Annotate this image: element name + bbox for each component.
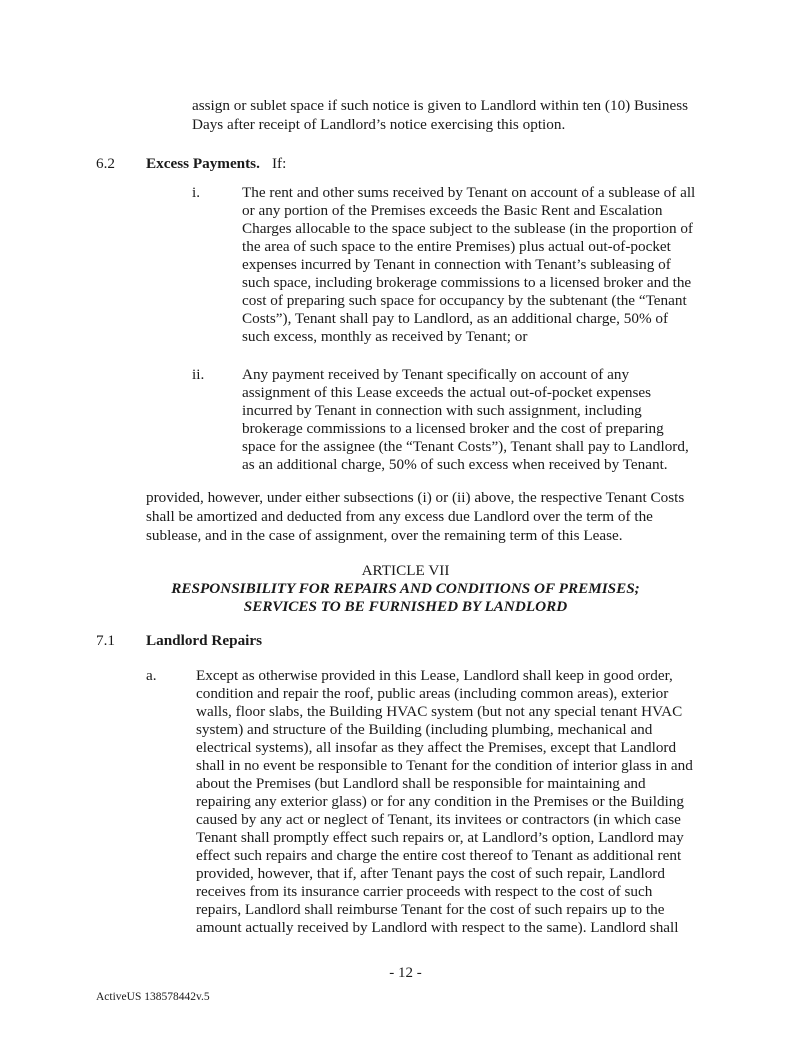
list-item-line: effect such repairs and charge the entire cost thereof to Tenant as additional rent (196, 847, 682, 864)
list-item-line: about the Premises (but Landlord shall be responsible for maintaining and (196, 775, 646, 792)
section-lead: If: (272, 155, 287, 172)
list-item-line: space for the assignee (the “Tenant Costs”), Tenant shall pay to Landlord, (242, 438, 689, 455)
list-marker: a. (146, 667, 157, 684)
list-item-line: such space, including brokerage commissions to a licensed broker and the (242, 274, 692, 291)
proviso-line: provided, however, under either subsections (i) or (ii) above, the respective Tenant Costs (146, 489, 685, 506)
list-item-line: caused by any act or neglect of Tenant, its invitees or contractors (in which case (196, 811, 681, 828)
list-item-line: assignment of this Lease exceeds the actual out-of-pocket expenses (242, 384, 652, 401)
proviso-line: shall be amortized and deducted from any excess due Landlord over the term of the (146, 508, 653, 525)
list-marker: ii. (192, 366, 205, 383)
list-item-line: The rent and other sums received by Tenant on account of a sublease of all (242, 184, 696, 201)
list-item-line: Tenant shall promptly effect such repairs or, at Landlord’s option, Landlord may (196, 829, 684, 846)
article-title-line: RESPONSIBILITY FOR REPAIRS AND CONDITIONS OF PREMISES; (171, 580, 640, 597)
page-number: - 12 - (389, 965, 422, 981)
list-item-line: brokerage commissions to a licensed broker and the cost of preparing (242, 420, 664, 437)
list-item-line: Any payment received by Tenant specifically on account of any (242, 366, 630, 383)
list-item-line: Charges allocable to the space subject to the sublease (in the proportion of (242, 220, 693, 237)
list-item-line: cost of preparing such space for occupancy by the subtenant (the “Tenant (242, 292, 687, 309)
intro-line: Days after receipt of Landlord’s notice exercising this option. (192, 116, 566, 133)
list-item-line: Except as otherwise provided in this Lease, Landlord shall keep in good order, (196, 667, 673, 684)
list-marker: i. (192, 184, 201, 201)
list-item-line: such excess, monthly as received by Tenant; or (242, 328, 528, 345)
article-title-line: SERVICES TO BE FURNISHED BY LANDLORD (243, 598, 568, 615)
list-item-line: the area of such space to the entire Premises) plus actual out-of-pocket (242, 238, 671, 255)
list-item-line: as an additional charge, 50% of such excess when received by Tenant. (242, 456, 668, 473)
list-item-line: or any portion of the Premises exceeds the Basic Rent and Escalation (242, 202, 663, 219)
document-footer-id: ActiveUS 138578442v.5 (96, 991, 210, 1003)
intro-line: assign or sublet space if such notice is given to Landlord within ten (10) Business (192, 97, 689, 114)
list-item-line: walls, floor slabs, the Building HVAC system (but not any special tenant HVAC (196, 703, 683, 720)
list-item-line: repairs, Landlord shall reimburse Tenant for the cost of such repairs up to the (196, 901, 665, 918)
list-item-line: provided, however, that if, after Tenant pays the cost of such repair, Landlord (196, 865, 665, 882)
list-item-line: electrical systems), all insofar as they affect the Premises, except that Landlord (196, 739, 677, 756)
list-item-line: incurred by Tenant in connection with such assignment, including (242, 402, 642, 419)
article-label: ARTICLE VII (361, 562, 450, 579)
section-title: Excess Payments. (146, 155, 260, 172)
list-item-line: Costs”), Tenant shall pay to Landlord, as an additional charge, 50% of (242, 310, 669, 327)
list-item-line: condition and repair the roof, public areas (including common areas), exterior (196, 685, 669, 702)
list-item-line: expenses incurred by Tenant in connection with Tenant’s subleasing of (242, 256, 671, 273)
section-number: 7.1 (96, 632, 115, 649)
list-item-line: shall in no event be responsible to Tenant for the condition of interior glass in and (196, 757, 693, 774)
proviso-line: sublease, and in the case of assignment, over the remaining term of this Lease. (146, 527, 623, 544)
list-item-line: receives from its insurance carrier proceeds with respect to the cost of such (196, 883, 653, 900)
list-item-line: system) and structure of the Building (including plumbing, mechanical and (196, 721, 653, 738)
list-item-line: amount actually received by Landlord with respect to the same). Landlord shall (196, 919, 679, 936)
section-title: Landlord Repairs (146, 632, 263, 649)
list-item-line: repairing any exterior glass) or for any condition in the Premises or the Building (196, 793, 684, 810)
section-number: 6.2 (96, 155, 115, 172)
